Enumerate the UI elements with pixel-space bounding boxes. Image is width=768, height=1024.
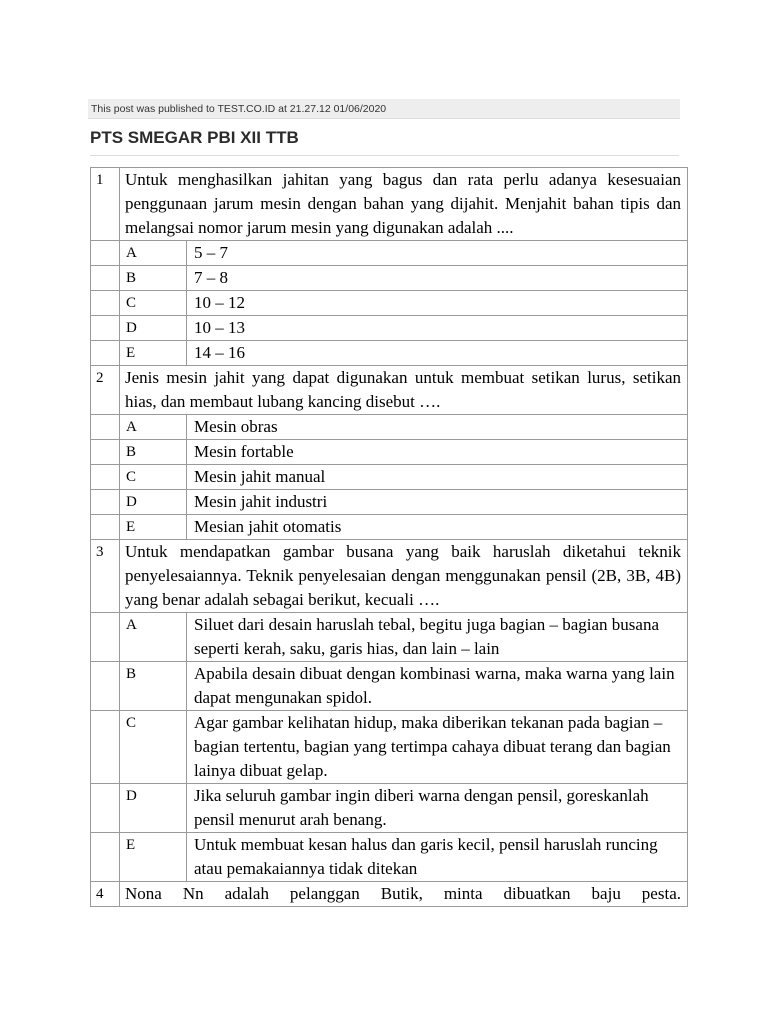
option-row xyxy=(91,711,688,784)
option-letter: E xyxy=(120,833,187,882)
option-letter: B xyxy=(120,440,187,465)
question-text: Untuk mendapatkan gambar busana yang baik haruslah diketahui teknik penyelesaiannya. Teknik penyelesaian dengan menggunakan pensil (2B, 3B, 4B) yang benar adalah sebagai berikut, kecuali …. xyxy=(120,540,688,613)
option-text: Siluet dari desain haruslah tebal, begitu juga bagian – bagian busana seperti kerah, saku, garis hias, dan lain – lain xyxy=(187,613,688,662)
option-letter: E xyxy=(120,515,187,540)
option-text: Mesin jahit industri xyxy=(187,490,688,515)
option-row xyxy=(91,784,688,833)
question-number: 1 xyxy=(91,168,120,241)
page-bottom-blank xyxy=(0,917,768,1024)
question-number: 3 xyxy=(91,540,120,613)
option-text: Mesian jahit otomatis xyxy=(187,515,688,540)
option-letter: D xyxy=(120,490,187,515)
question-row xyxy=(91,366,688,415)
question-text: Nona Nn adalah pelanggan Butik, minta dibuatkan baju pesta. xyxy=(120,882,688,907)
page-title: PTS SMEGAR PBI XII TTB xyxy=(90,128,299,147)
option-letter: A xyxy=(120,241,187,266)
option-row xyxy=(91,266,688,291)
option-text: Mesin obras xyxy=(187,415,688,440)
option-letter: A xyxy=(120,613,187,662)
option-row xyxy=(91,515,688,540)
option-text: 10 – 12 xyxy=(187,291,688,316)
question-row xyxy=(91,168,688,241)
question-number: 2 xyxy=(91,366,120,415)
question-row xyxy=(91,882,688,907)
option-text: 7 – 8 xyxy=(187,266,688,291)
option-letter: C xyxy=(120,711,187,784)
option-text: Agar gambar kelihatan hidup, maka diberikan tekanan pada bagian – bagian tertentu, bagian yang tertimpa cahaya dibuat terang dan bagian lainya dibuat gelap. xyxy=(187,711,688,784)
option-row xyxy=(91,465,688,490)
publish-note: This post was published to TEST.CO.ID at 21.27.12 01/06/2020 xyxy=(88,99,680,119)
option-row xyxy=(91,415,688,440)
option-text: Jika seluruh gambar ingin diberi warna dengan pensil, goreskanlah pensil menurut arah benang. xyxy=(187,784,688,833)
title-divider xyxy=(90,155,679,156)
question-table xyxy=(90,167,688,907)
option-row xyxy=(91,291,688,316)
question-row xyxy=(91,540,688,613)
option-text: 5 – 7 xyxy=(187,241,688,266)
option-text: 14 – 16 xyxy=(187,341,688,366)
option-row xyxy=(91,316,688,341)
option-row xyxy=(91,490,688,515)
option-letter: B xyxy=(120,266,187,291)
option-text: Mesin fortable xyxy=(187,440,688,465)
question-number: 4 xyxy=(91,882,120,907)
option-text: Mesin jahit manual xyxy=(187,465,688,490)
option-letter: C xyxy=(120,291,187,316)
option-row xyxy=(91,833,688,882)
option-text: 10 – 13 xyxy=(187,316,688,341)
option-text: Apabila desain dibuat dengan kombinasi warna, maka warna yang lain dapat mengunakan spidol. xyxy=(187,662,688,711)
option-letter: D xyxy=(120,316,187,341)
question-text: Jenis mesin jahit yang dapat digunakan untuk membuat setikan lurus, setikan hias, dan membaut lubang kancing disebut …. xyxy=(120,366,688,415)
option-row xyxy=(91,662,688,711)
option-letter: B xyxy=(120,662,187,711)
option-letter: A xyxy=(120,415,187,440)
option-text: Untuk membuat kesan halus dan garis kecil, pensil haruslah runcing atau pemakaiannya tidak ditekan xyxy=(187,833,688,882)
option-row xyxy=(91,613,688,662)
option-letter: D xyxy=(120,784,187,833)
option-row xyxy=(91,241,688,266)
option-row xyxy=(91,341,688,366)
option-letter: E xyxy=(120,341,187,366)
option-letter: C xyxy=(120,465,187,490)
question-text: Untuk menghasilkan jahitan yang bagus dan rata perlu adanya kesesuaian penggunaan jarum mesin dengan bahan yang dijahit. Menjahit bahan tipis dan melangsai nomor jarum mesin yang digunakan adalah .... xyxy=(120,168,688,241)
option-row xyxy=(91,440,688,465)
